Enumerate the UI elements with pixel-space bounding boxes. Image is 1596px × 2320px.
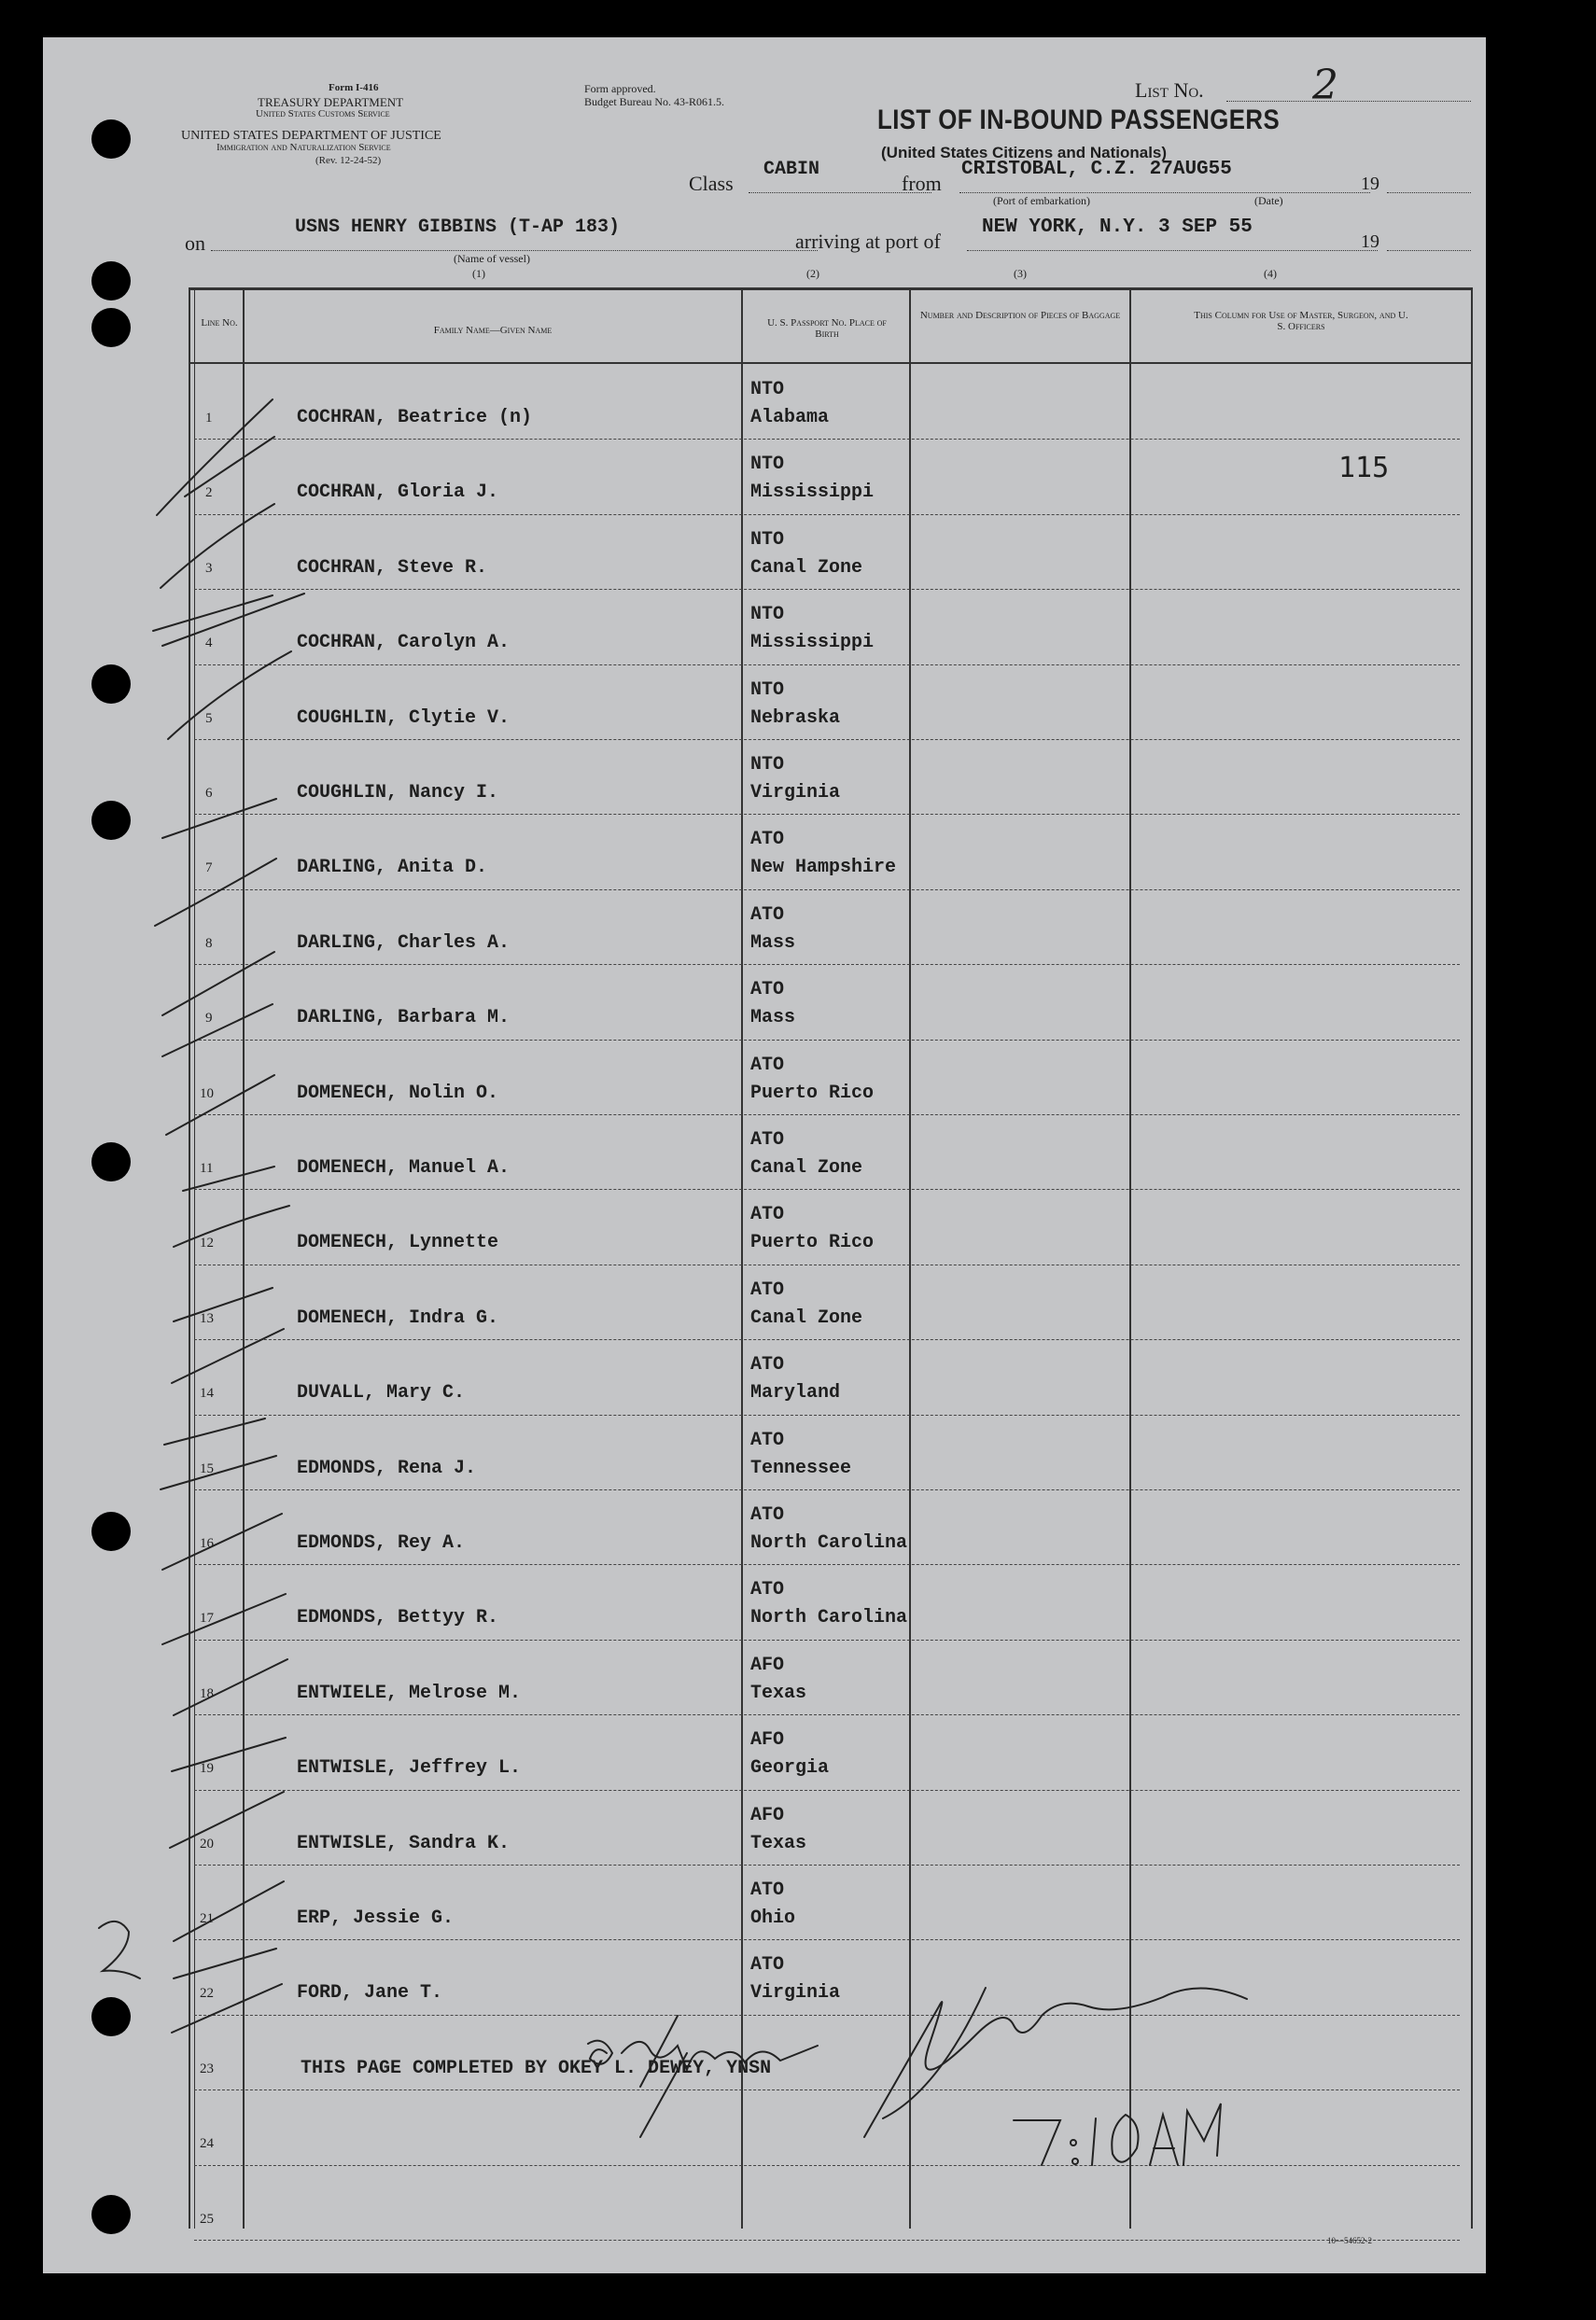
port-of-embarkation: CRISTOBAL, C.Z. 27AUG55 xyxy=(961,159,1232,180)
document-page xyxy=(43,37,1486,2273)
passenger-name: ENTWIELE, Melrose M. xyxy=(297,1682,522,1704)
passenger-name: DARLING, Charles A. xyxy=(297,931,511,954)
row-rule xyxy=(194,1939,1460,1940)
passport-code: ATO xyxy=(750,1129,785,1151)
row-rule xyxy=(194,2165,1460,2166)
line-number: 13 xyxy=(200,1310,214,1326)
row-rule xyxy=(194,1564,1460,1565)
passport-code: AFO xyxy=(750,1654,785,1676)
line-number: 9 xyxy=(205,1011,213,1027)
treasury-dept: TREASURY DEPARTMENT xyxy=(258,95,404,109)
passport-code: ATO xyxy=(750,1880,785,1901)
passenger-name: COUGHLIN, Clytie V. xyxy=(297,706,511,729)
line-number: 23 xyxy=(200,2061,214,2076)
passport-code: ATO xyxy=(750,1504,785,1526)
place-of-birth: Mississippi xyxy=(750,632,875,654)
budget-bureau: Budget Bureau No. 43-R061.5. xyxy=(584,95,724,108)
row-rule xyxy=(194,589,1460,590)
passenger-name: COCHRAN, Beatrice (n) xyxy=(297,407,533,428)
place-of-birth: Mass xyxy=(750,931,796,954)
place-of-birth: Alabama xyxy=(750,407,830,428)
place-of-birth: Mississippi xyxy=(750,482,875,504)
vessel-name: USNS HENRY GIBBINS (T-AP 183) xyxy=(295,217,621,238)
row-rule xyxy=(194,889,1460,890)
row-rule xyxy=(194,514,1460,515)
passenger-name: EDMONDS, Rey A. xyxy=(297,1532,466,1554)
passenger-name: DUVALL, Mary C. xyxy=(297,1382,466,1405)
form-title: LIST OF IN-BOUND PASSENGERS xyxy=(877,105,1281,135)
line-number: 6 xyxy=(205,786,213,801)
year-prefix: 19 xyxy=(1361,174,1379,194)
passenger-name: DARLING, Barbara M. xyxy=(297,1007,511,1029)
line-number: 4 xyxy=(205,636,213,651)
place-of-birth: Nebraska xyxy=(750,706,841,729)
ins-service: Immigration and Naturalization Service xyxy=(217,142,391,153)
passenger-name: COCHRAN, Steve R. xyxy=(297,556,488,579)
header-officers: This Column for Use of Master, Surgeon, and U. S. Officers xyxy=(1194,310,1408,332)
row-rule xyxy=(194,1114,1460,1115)
row-rule xyxy=(194,2089,1460,2090)
passenger-name: EDMONDS, Bettyy R. xyxy=(297,1607,499,1629)
passport-code: NTO xyxy=(750,678,785,701)
passenger-name: DOMENECH, Manuel A. xyxy=(297,1157,511,1179)
line-number: 5 xyxy=(205,710,213,726)
form-approved: Form approved. xyxy=(584,82,656,95)
list-no-label: List No. xyxy=(1135,78,1204,102)
line-number: 7 xyxy=(205,860,213,876)
line-number: 1 xyxy=(205,411,213,426)
row-rule xyxy=(194,664,1460,665)
row-rule xyxy=(194,2015,1460,2016)
passport-code: ATO xyxy=(750,1279,785,1301)
passenger-name: DOMENECH, Lynnette xyxy=(297,1232,499,1254)
row-rule xyxy=(194,439,1460,440)
passport-code: NTO xyxy=(750,754,785,776)
header-line-no: Line No. xyxy=(201,317,238,328)
passenger-name: COCHRAN, Carolyn A. xyxy=(297,632,511,654)
line-number: 17 xyxy=(200,1611,214,1627)
passenger-name: EDMONDS, Rena J. xyxy=(297,1457,477,1479)
passenger-name: THIS PAGE COMPLETED BY OKEY L. DEWEY, YNSN xyxy=(301,2057,772,2079)
passport-code: AFO xyxy=(750,1804,785,1826)
row-rule xyxy=(194,1790,1460,1791)
row-rule xyxy=(194,964,1460,965)
passport-code: ATO xyxy=(750,979,785,1001)
place-of-birth: Ohio xyxy=(750,1908,796,1929)
place-of-birth: Virginia xyxy=(750,782,841,804)
passenger-name: DOMENECH, Indra G. xyxy=(297,1307,499,1329)
class-value: CABIN xyxy=(763,159,820,180)
row-rule xyxy=(194,1640,1460,1641)
line-number: 20 xyxy=(200,1836,214,1852)
class-label: Class xyxy=(689,172,734,195)
row-rule xyxy=(194,1189,1460,1190)
revision-date: (Rev. 12-24-52) xyxy=(315,155,382,166)
place-of-birth: Texas xyxy=(750,1832,807,1854)
punch-hole xyxy=(91,1142,131,1181)
line-number: 19 xyxy=(200,1761,214,1777)
officer-note: 115 xyxy=(1338,452,1390,484)
place-of-birth: Maryland xyxy=(750,1382,841,1405)
arrival-port: NEW YORK, N.Y. 3 SEP 55 xyxy=(982,217,1253,238)
vessel-caption: (Name of vessel) xyxy=(454,252,530,265)
line-number: 3 xyxy=(205,560,213,576)
form-number: Form I-416 xyxy=(329,82,379,93)
passenger-name: ENTWISLE, Jeffrey L. xyxy=(297,1757,522,1780)
line-number: 18 xyxy=(200,1685,214,1701)
punch-hole xyxy=(91,119,131,159)
passport-code: ATO xyxy=(750,1429,785,1451)
line-number: 24 xyxy=(200,2136,214,2152)
header-name: Family Name—Given Name xyxy=(433,325,553,336)
row-rule xyxy=(194,1040,1460,1041)
punch-hole xyxy=(91,1997,131,2036)
passenger-name: FORD, Jane T. xyxy=(297,1982,443,2005)
place-of-birth: North Carolina xyxy=(750,1532,908,1554)
punch-hole xyxy=(91,801,131,840)
passenger-name: ERP, Jessie G. xyxy=(297,1908,455,1929)
line-number: 16 xyxy=(200,1536,214,1551)
passport-code: NTO xyxy=(750,454,785,476)
handwritten-checkmarks xyxy=(43,37,1486,2273)
punch-hole xyxy=(91,2195,131,2234)
column-number-2: (2) xyxy=(806,267,819,280)
passport-code: ATO xyxy=(750,1354,785,1377)
passenger-name: ENTWISLE, Sandra K. xyxy=(297,1832,511,1854)
line-number: 12 xyxy=(200,1236,214,1251)
place-of-birth: North Carolina xyxy=(750,1607,908,1629)
line-number: 2 xyxy=(205,485,213,501)
place-of-birth: Canal Zone xyxy=(750,556,863,579)
place-of-birth: Virginia xyxy=(750,1982,841,2005)
punch-hole xyxy=(91,664,131,704)
passport-code: ATO xyxy=(750,1204,785,1226)
passport-code: ATO xyxy=(750,1579,785,1601)
place-of-birth: Tennessee xyxy=(750,1457,852,1479)
passport-code: NTO xyxy=(750,604,785,626)
passport-code: ATO xyxy=(750,1954,785,1977)
row-rule xyxy=(194,814,1460,815)
punch-hole xyxy=(91,308,131,347)
place-of-birth: Puerto Rico xyxy=(750,1232,875,1254)
port-caption: (Port of embarkation) xyxy=(993,194,1090,207)
form-footer-code: 10—54652-2 xyxy=(1327,2236,1372,2245)
row-rule xyxy=(194,1714,1460,1715)
line-number: 15 xyxy=(200,1460,214,1476)
passport-code: ATO xyxy=(750,903,785,926)
place-of-birth: Georgia xyxy=(750,1757,830,1780)
passport-code: ATO xyxy=(750,1054,785,1076)
punch-hole xyxy=(91,1512,131,1551)
passport-code: AFO xyxy=(750,1729,785,1752)
header-passport: U. S. Passport No. Place of Birth xyxy=(767,317,887,340)
on-label: on xyxy=(185,231,205,255)
row-rule xyxy=(194,739,1460,740)
line-number: 21 xyxy=(200,1911,214,1926)
place-of-birth: Canal Zone xyxy=(750,1157,863,1179)
year-prefix-2: 19 xyxy=(1361,231,1379,252)
line-number: 11 xyxy=(200,1161,214,1176)
header-baggage: Number and Description of Pieces of Baggage xyxy=(919,310,1121,321)
passenger-name: DOMENECH, Nolin O. xyxy=(297,1082,499,1104)
place-of-birth: Puerto Rico xyxy=(750,1082,875,1104)
customs-service: United States Customs Service xyxy=(256,108,390,119)
date-caption: (Date) xyxy=(1254,194,1283,207)
row-rule xyxy=(194,2240,1460,2241)
column-number-3: (3) xyxy=(1014,267,1027,280)
arriving-label: arriving at port of xyxy=(795,230,941,253)
line-number: 22 xyxy=(200,1986,214,2002)
line-number: 8 xyxy=(205,935,213,951)
place-of-birth: Mass xyxy=(750,1007,796,1029)
row-rule xyxy=(194,1415,1460,1416)
place-of-birth: Texas xyxy=(750,1682,807,1704)
punch-hole xyxy=(91,261,131,300)
row-rule xyxy=(194,1339,1460,1340)
from-label: from xyxy=(902,172,942,195)
line-number: 14 xyxy=(200,1386,214,1402)
line-number: 10 xyxy=(200,1085,214,1101)
form-subtitle: (United States Citizens and Nationals) xyxy=(881,144,1168,161)
line-number: 25 xyxy=(200,2211,214,2227)
row-rule xyxy=(194,1865,1460,1866)
place-of-birth: New Hampshire xyxy=(750,857,897,879)
list-no-value: 2 xyxy=(1312,62,1338,109)
passport-code: NTO xyxy=(750,379,785,400)
passenger-name: COUGHLIN, Nancy I. xyxy=(297,782,499,804)
place-of-birth: Canal Zone xyxy=(750,1307,863,1329)
passport-code: NTO xyxy=(750,528,785,551)
column-number-4: (4) xyxy=(1264,267,1277,280)
passenger-name: COCHRAN, Gloria J. xyxy=(297,482,499,504)
row-rule xyxy=(194,1489,1460,1490)
column-number-1: (1) xyxy=(472,267,485,280)
passport-code: ATO xyxy=(750,829,785,851)
justice-dept: UNITED STATES DEPARTMENT OF JUSTICE xyxy=(181,129,441,143)
passenger-name: DARLING, Anita D. xyxy=(297,857,488,879)
